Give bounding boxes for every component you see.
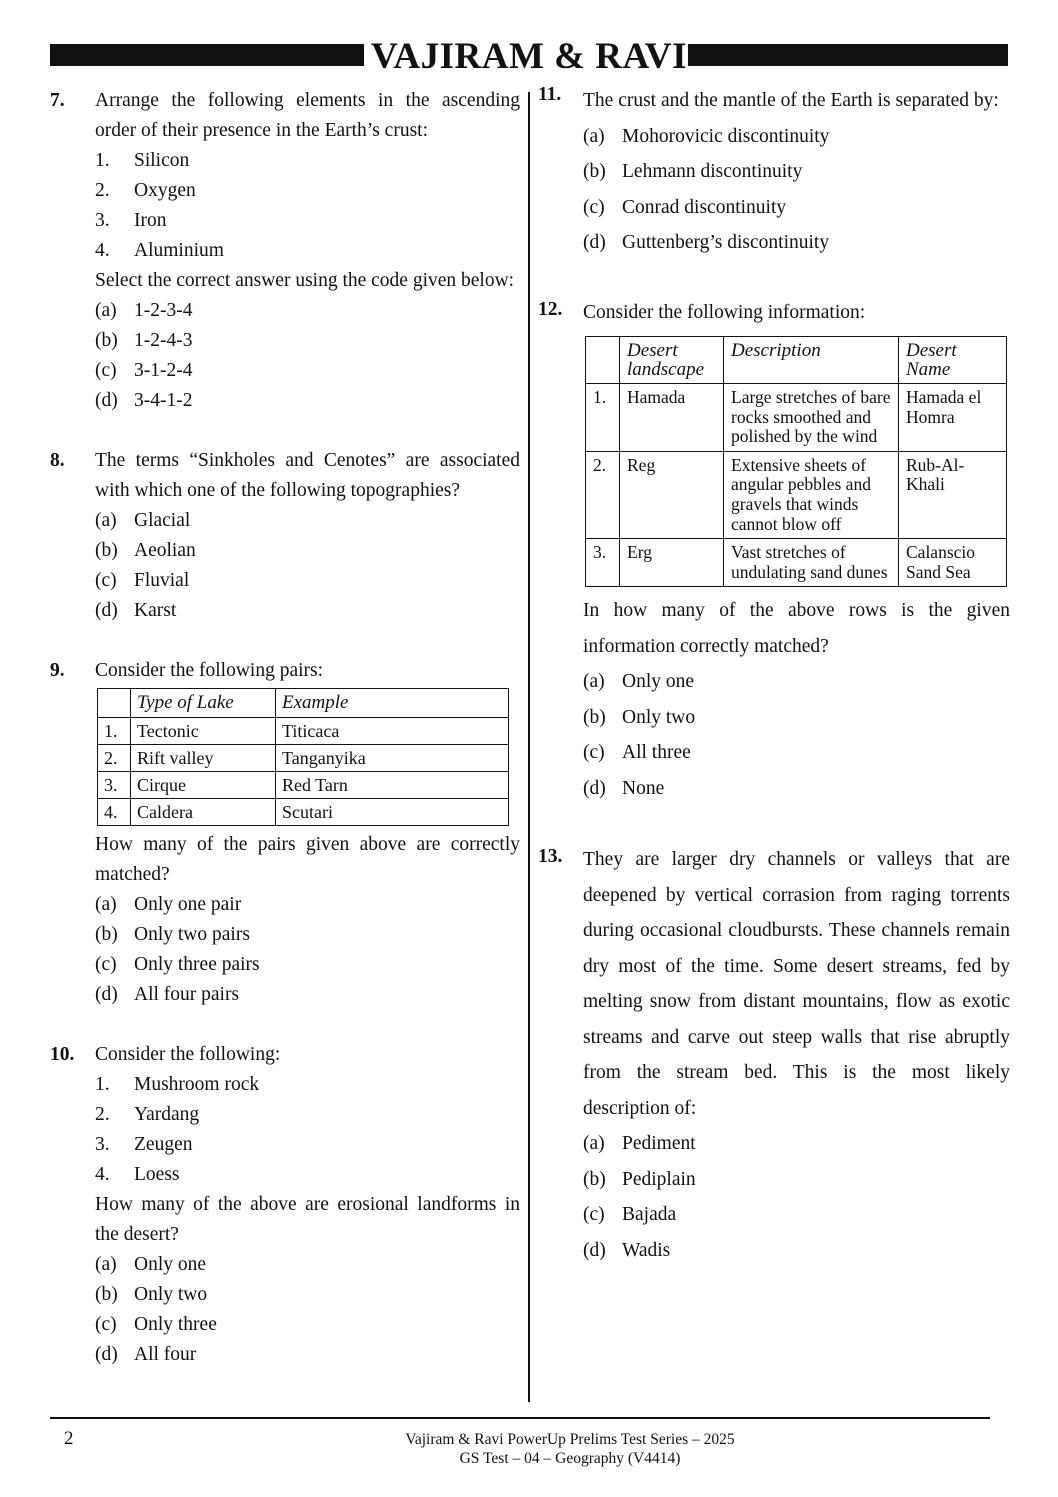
option-text: 3-1-2-4 <box>134 360 193 381</box>
question-13 <box>538 842 1010 1268</box>
option-b <box>95 536 520 566</box>
list-text: Loess <box>134 1164 180 1185</box>
table-cell: 1. <box>586 384 620 452</box>
desert-table <box>585 336 1007 587</box>
question-text: The terms “Sinkholes and Cenotes” are associated with which one of the following topographies? <box>95 450 520 501</box>
option-label: (c) <box>583 1204 605 1226</box>
option-text: Only one <box>622 671 695 693</box>
table-row <box>98 799 509 826</box>
list-number: 4. <box>95 240 110 261</box>
header-title: VAJIRAM & RAVI <box>370 36 688 77</box>
option-label: (a) <box>95 894 117 915</box>
option-label: (a) <box>95 510 117 531</box>
table-cell: 1. <box>98 718 131 745</box>
option-label: (d) <box>583 1239 606 1261</box>
list-number: 3. <box>95 210 110 231</box>
option-a <box>95 296 520 326</box>
question-number: 8. <box>50 450 65 471</box>
option-a <box>95 1250 520 1280</box>
option-text: 3-4-1-2 <box>134 390 193 411</box>
table-header-row <box>586 337 1007 384</box>
table-cell: Tectonic <box>131 718 276 745</box>
table-cell: Hamada <box>620 384 724 452</box>
option-b <box>583 700 1010 736</box>
question-10 <box>50 1040 520 1370</box>
table-cell: 4. <box>98 799 131 826</box>
option-text: Only two <box>134 1284 208 1305</box>
option-b <box>583 154 1010 190</box>
option-c <box>583 1197 1010 1233</box>
option-label: (a) <box>583 671 605 693</box>
list-text: Silicon <box>134 150 190 171</box>
option-label: (b) <box>583 706 606 728</box>
option-label: (b) <box>95 540 118 561</box>
option-label: (d) <box>95 600 118 621</box>
option-text: 1-2-4-3 <box>134 330 193 351</box>
option-a <box>583 664 1010 700</box>
list-text: Iron <box>134 210 167 231</box>
option-text: Only three <box>134 1314 217 1335</box>
option-text: Fluvial <box>134 570 190 591</box>
question-12 <box>538 295 1010 807</box>
option-label: (b) <box>95 1284 118 1305</box>
list-text: Zeugen <box>134 1134 193 1155</box>
table-cell: 2. <box>98 745 131 772</box>
option-c <box>95 356 520 386</box>
option-c <box>95 566 520 596</box>
option-d <box>95 596 520 626</box>
list-text: Yardang <box>134 1104 200 1125</box>
option-c <box>95 950 520 980</box>
option-text: 1-2-3-4 <box>134 300 193 321</box>
left-column <box>50 86 520 1370</box>
list-number: 1. <box>95 150 110 171</box>
table-header-cell <box>586 337 620 384</box>
option-label: (d) <box>95 1344 118 1365</box>
option-label: (b) <box>95 330 118 351</box>
table-cell: Extensive sheets of angular pebbles and gravels that winds cannot blow off <box>724 451 899 538</box>
list-item <box>95 236 520 266</box>
option-a <box>95 890 520 920</box>
option-label: (b) <box>95 924 118 945</box>
question-text: Arrange the following elements in the ascending order of their presence in the Earth’s crust: <box>95 90 520 141</box>
page-header <box>50 36 1008 77</box>
option-label: (d) <box>583 777 606 799</box>
column-divider <box>528 92 530 1402</box>
option-label: (a) <box>95 1254 117 1275</box>
question-number: 13. <box>538 846 563 868</box>
option-label: (c) <box>95 360 117 381</box>
list-item <box>95 1100 520 1130</box>
list-item <box>95 146 520 176</box>
option-label: (b) <box>583 1168 606 1190</box>
table-cell: 3. <box>586 539 620 587</box>
table-row <box>586 539 1007 587</box>
table-cell: Calanscio Sand Sea <box>899 539 1007 587</box>
option-label: (d) <box>95 390 118 411</box>
question-9 <box>50 656 520 1010</box>
table-row <box>98 718 509 745</box>
table-row <box>586 384 1007 452</box>
table-header-cell: Desert Name <box>899 337 1007 384</box>
table-header-cell: Desert landscape <box>620 337 724 384</box>
question-number: 10. <box>50 1044 75 1065</box>
option-b <box>95 920 520 950</box>
table-cell: Tanganyika <box>276 745 509 772</box>
option-text: None <box>622 777 665 799</box>
option-text: All three <box>622 742 691 764</box>
list-item <box>95 206 520 236</box>
table-cell: Hamada el Homra <box>899 384 1007 452</box>
option-d <box>95 1340 520 1370</box>
option-label: (d) <box>95 984 118 1005</box>
question-text: Consider the following pairs: <box>95 660 324 681</box>
question-8 <box>50 446 520 626</box>
option-d <box>95 386 520 416</box>
list-item <box>95 1070 520 1100</box>
option-text: Bajada <box>622 1204 677 1226</box>
list-text: Aluminium <box>134 240 224 261</box>
question-11 <box>538 83 1010 261</box>
option-b <box>95 1280 520 1310</box>
question-prompt: In how many of the above rows is the given information correctly matched? <box>583 600 1010 657</box>
table-cell: 2. <box>586 451 620 538</box>
option-label: (b) <box>583 161 606 182</box>
option-text: Only one pair <box>134 894 242 915</box>
option-label: (a) <box>95 300 117 321</box>
option-text: Only two <box>622 706 696 728</box>
option-text: All four pairs <box>134 984 240 1005</box>
option-d <box>583 225 1010 261</box>
question-number: 12. <box>538 298 563 320</box>
option-label: (a) <box>583 1133 605 1155</box>
option-text: Only two pairs <box>134 924 250 945</box>
option-d <box>583 771 1010 807</box>
option-text: Pediment <box>622 1133 696 1155</box>
list-number: 2. <box>95 1104 110 1125</box>
table-row <box>586 451 1007 538</box>
list-number: 1. <box>95 1074 110 1095</box>
table-cell: Red Tarn <box>276 772 509 799</box>
table-header-cell: Example <box>276 689 509 718</box>
footer-test-title: GS Test – 04 – Geography (V4414) <box>459 1450 681 1467</box>
option-text: Pediplain <box>622 1168 696 1190</box>
footer-divider <box>50 1417 990 1419</box>
option-label: (c) <box>583 196 605 218</box>
footer-series-title: Vajiram & Ravi PowerUp Prelims Test Series – 2025 <box>405 1431 735 1448</box>
question-number: 7. <box>50 90 65 111</box>
option-text: Aeolian <box>134 540 196 561</box>
table-cell: Cirque <box>131 772 276 799</box>
list-item <box>95 176 520 206</box>
list-number: 3. <box>95 1134 110 1155</box>
option-a <box>583 1126 1010 1162</box>
option-text: Lehmann discontinuity <box>622 161 803 182</box>
option-text: Only three pairs <box>134 954 260 975</box>
lake-table <box>97 688 509 826</box>
option-text: Guttenberg’s discontinuity <box>622 232 830 253</box>
table-cell: Scutari <box>276 799 509 826</box>
option-label: (c) <box>95 1314 117 1335</box>
question-number: 9. <box>50 660 65 681</box>
question-prompt: How many of the pairs given above are correctly matched? <box>95 834 520 885</box>
option-b <box>583 1162 1010 1198</box>
option-label: (d) <box>583 232 606 253</box>
option-d <box>95 980 520 1010</box>
option-text: Conrad discontinuity <box>622 196 787 218</box>
option-label: (c) <box>95 570 117 591</box>
list-text: Oxygen <box>134 180 196 201</box>
table-row <box>98 745 509 772</box>
option-text: Wadis <box>622 1239 671 1261</box>
option-a <box>583 119 1010 155</box>
right-column <box>538 86 1010 1268</box>
option-c <box>583 735 1010 771</box>
list-number: 2. <box>95 180 110 201</box>
table-cell: Erg <box>620 539 724 587</box>
question-text: They are larger dry channels or valleys that are deepened by vertical corrasion from raging torrents during occasional cloudbursts. These channels remain dry most of the time. Some desert streams, fed by melting snow from distant mountains, flow as exotic streams and carve out steep walls that rise abruptly from the stream bed. This is the most likely description of: <box>583 849 1010 1119</box>
question-prompt: How many of the above are erosional landforms in the desert? <box>95 1194 520 1245</box>
table-cell: Reg <box>620 451 724 538</box>
option-label: (c) <box>95 954 117 975</box>
table-cell: Vast stretches of undulating sand dunes <box>724 539 899 587</box>
option-c <box>583 190 1010 226</box>
question-text: Consider the following: <box>95 1044 281 1065</box>
table-cell: Titicaca <box>276 718 509 745</box>
table-cell: Rift valley <box>131 745 276 772</box>
list-item <box>95 1160 520 1190</box>
table-header-cell: Description <box>724 337 899 384</box>
list-item <box>95 1130 520 1160</box>
table-cell: 3. <box>98 772 131 799</box>
table-cell: Large stretches of bare rocks smoothed and polished by the wind <box>724 384 899 452</box>
table-header-cell: Type of Lake <box>131 689 276 718</box>
option-label: (a) <box>583 125 605 147</box>
list-number: 4. <box>95 1164 110 1185</box>
option-c <box>95 1310 520 1340</box>
option-text: Glacial <box>134 510 191 531</box>
option-label: (c) <box>583 742 605 764</box>
table-header-cell <box>98 689 131 718</box>
question-number: 11. <box>538 84 562 105</box>
option-text: Karst <box>134 600 177 621</box>
option-a <box>95 506 520 536</box>
question-instruction: Select the correct answer using the code given below: <box>95 270 515 291</box>
table-row <box>98 772 509 799</box>
question-7 <box>50 86 520 416</box>
table-header-row <box>98 689 509 718</box>
question-text: Consider the following information: <box>583 301 866 323</box>
table-cell: Rub-Al-Khali <box>899 451 1007 538</box>
question-text: The crust and the mantle of the Earth is separated by: <box>583 90 999 111</box>
list-text: Mushroom rock <box>134 1074 260 1095</box>
option-text: Only one <box>134 1254 207 1275</box>
option-text: All four <box>134 1344 197 1365</box>
option-text: Mohorovicic discontinuity <box>622 125 830 147</box>
page-number: 2 <box>64 1428 74 1449</box>
table-cell: Caldera <box>131 799 276 826</box>
option-d <box>583 1233 1010 1269</box>
option-b <box>95 326 520 356</box>
